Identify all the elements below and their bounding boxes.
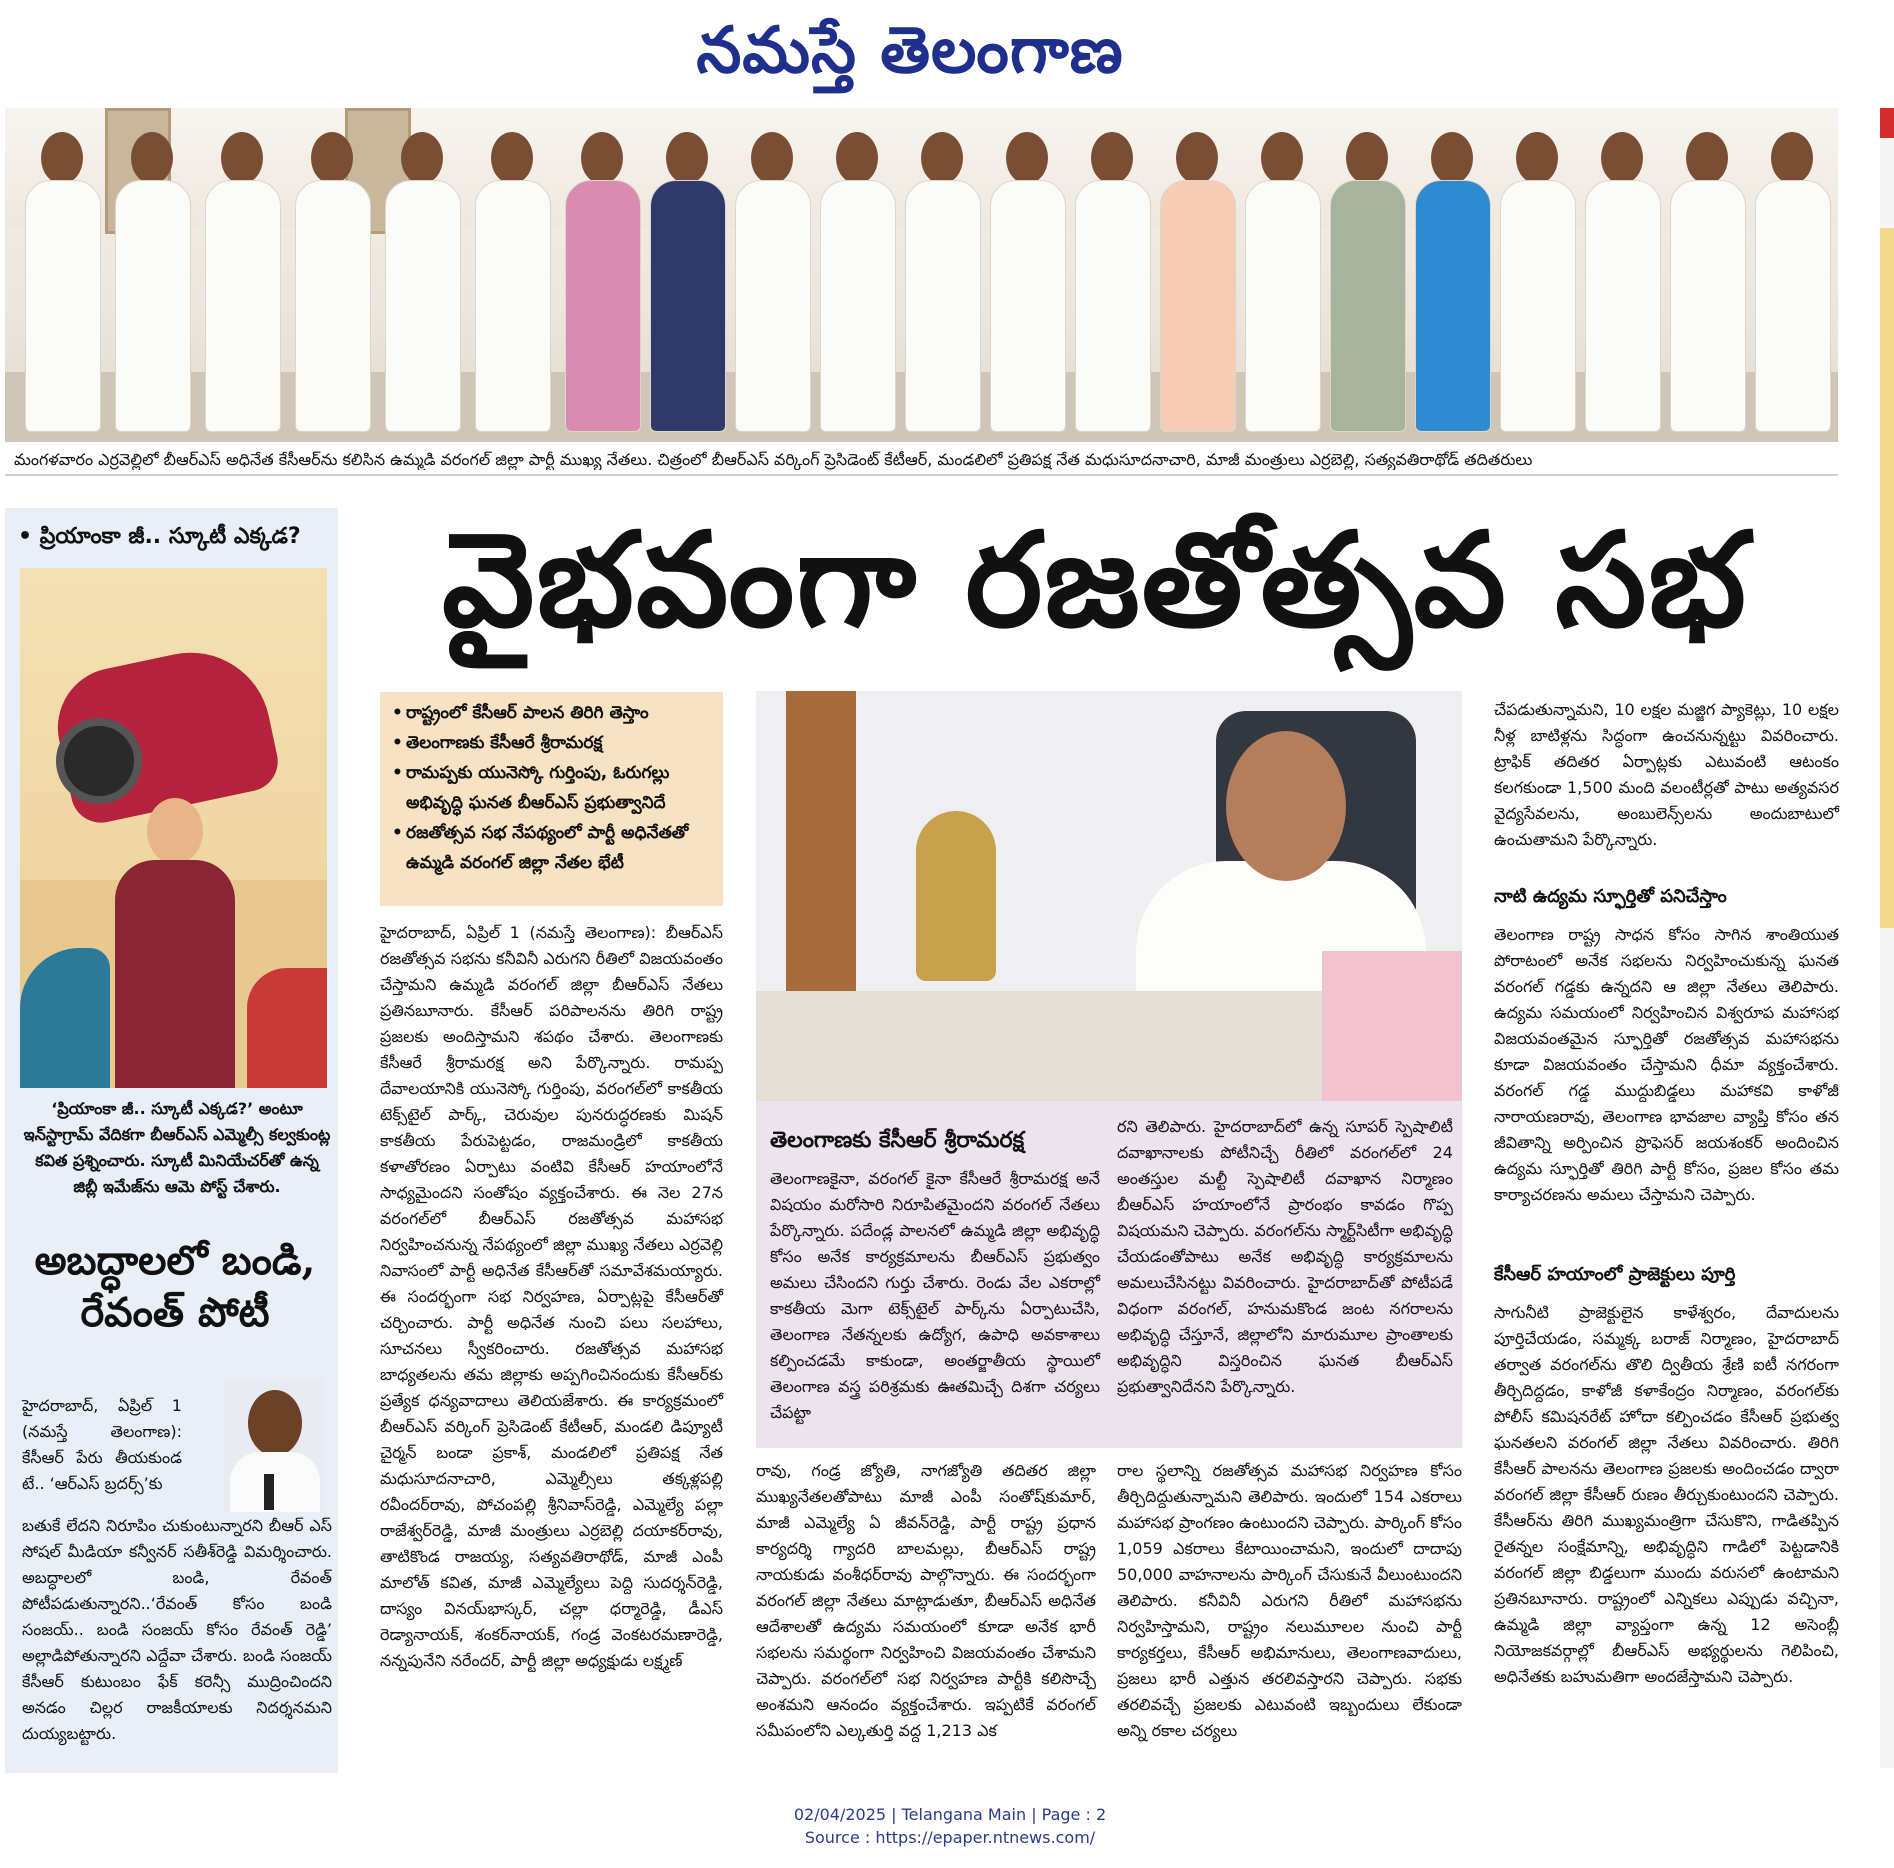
side-heading: • ప్రియాంకా జీ.. స్కూటీ ఎక్కడ? [18, 524, 301, 549]
subheading-2: కేసీఆర్ హయాంలో ప్రాజెక్టులు పూర్తి [1494, 1264, 1736, 1285]
scooty-cartoon-image [20, 568, 327, 1088]
highlight-item: • రజతోత్సవ సభ నేపథ్యంలో పార్టీ అధినేతతో ఉమ్మడి వరంగల్ జిల్లా నేతల భేటీ [392, 818, 715, 878]
divider [5, 474, 1838, 476]
cartoon-caption: ‘ప్రియాంకా జీ.. స్కూటీ ఎక్కడ?’ అంటూ ఇన్‌స్టాగ్రామ్ వేదికగా బీఆర్ఎస్ ఎమ్మెల్సీ కల్వకుంట్ల కవిత ప్రశ్నించారు. స్కూటీ మినియేచర్‌తో ఉన్న జిబ్లీ ఇమేజ్‌ను ఆమె పోస్ట్ చేశారు. [23, 1099, 331, 1196]
footer-source-link[interactable]: Source : https://epaper.ntnews.com/ [804, 1828, 1096, 1847]
highlight-item: • తెలంగాణకు కేసీఆరే శ్రీరామరక్ష [392, 728, 715, 758]
group-photo [5, 108, 1838, 442]
article-column-1: హైదరాబాద్, ఏప్రిల్ 1 (నమస్తే తెలంగాణ): బీఆర్ఎస్ రజతోత్సవ సభను కనీవినీ ఎరుగని రీతిలో విజయవంతం చేస్తామని ఉమ్మడి వరంగల్ జిల్లా బీఆర్ఎస్ నేతలు ప్రతినబూనారు. కేసీఆర్ పరిపాలనను తిరిగి రాష్ట్ర ప్రజలకు అందిస్తామని శపథం చేశారు. తెలంగాణకు కేసీఆరే శ్రీరామరక్ష అని పేర్కొన్నారు. రామప్ప దేవాలయానికి యునెస్కో గుర్తింపు, వరంగల్‌లో కాకతీయ టెక్స్‌టైల్ పార్క్, చెరువుల పునరుద్ధరణకు మిషన్ కాకతీయ పేరుపెట్టడం, రాజమండ్రిలో కాకతీయ కళాతోరణం ఏర్పాటు వంటివి కేసీఆర్ హయాంలోనే సాధ్యమైందని సంతోషం వ్యక్తంచేశారు. ఈ నెల 27న వరంగల్‌లో బీఆర్ఎస్ రజతోత్సవ మహాసభ నిర్వహించనున్న నేపథ్యంలో జిల్లా ముఖ్య నేతలు ఎర్రవెల్లి నివాసంలో పార్టీ అధినేత కేసీఆర్‌తో సమావేశమయ్యారు. ఈ సందర్భంగా సభ నిర్వహణ, ఏర్పాట్లపై కేసీఆర్‌తో చర్చించారు. పార్టీ అధినేత నుంచి పలు సలహాలు, సూచనలు స్వీకరించారు. రజతోత్సవ మహాసభ బాధ్యతలను తమ జిల్లాకు అప్పగించినందుకు కేసీఆర్‌కు ప్రత్యేక ధన్యవాదాలు తెలియజేశారు. ఈ కార్యక్రమంలో బీఆర్ఎస్ వర్కింగ్ ప్రెసిడెంట్ కేటీఆర్, మండలి డిప్యూటీ చైర్మన్ బండా ప్రకాశ్, మండలిలో ప్రతిపక్ష నేత మధుసూదనాచారి, ఎమ్మెల్సీలు తక్కళ్లపల్లి రవీందర్‌రావు, పోచంపల్లి శ్రీనివాస్‌రెడ్డి, ఎమ్మెల్యే పల్లా రాజేశ్వర్‌రెడ్డి, మాజీ మంత్రులు ఎర్రబెల్లి దయాకర్‌రావు, తాటికొండ రాజయ్య, సత్యవతిరాథోడ్, మాజీ ఎంపీ మాలోత్ కవిత, మాజీ ఎమ్మెల్యేలు పెద్ది సుదర్శన్‌రెడ్డి, దాస్యం వినయ్‌భాస్కర్, చల్లా ధర్మారెడ్డి, డీఎస్ రెడ్యానాయక్, శంకర్‌నాయక్, గండ్ర వెంకటరమణారెడ్డి, నన్నపునేని నరేందర్, పార్టీ జిల్లా అధ్యక్షుడు లక్ష్మణ్ [380, 923, 723, 1670]
sidebar-box-heading: తెలంగాణకు కేసీఆర్ శ్రీరామరక్ష [770, 1128, 1025, 1153]
photo-caption: మంగళవారం ఎర్రవెల్లిలో బీఆర్ఎస్ అధినేత కేసీఆర్‌ను కలిసిన ఉమ్మడి వరంగల్ జిల్లా పార్టీ ముఖ్య నేతలు. చిత్రంలో బీఆర్ఎస్ వర్కింగ్ ప్రెసిడెంట్ కేటీఆర్, మండలిలో ప్రతిపక్ష నేత మధుసూదనాచారి, మాజీ మంత్రులు ఎర్రబెల్లి, సత్యవతిరాథోడ్ తదితరులు [14, 450, 1533, 469]
adjacent-page-strip [1880, 108, 1894, 1768]
sidebar-box-left-text: తెలంగాణకైనా, వరంగల్ కైనా కేసీఆరే శ్రీరామరక్ష అనే విషయం మరోసారి నిరూపితమైందని వరంగల్ నేతలు పేర్కొన్నారు. పదేండ్ల పాలనలో ఉమ్మడి జిల్లా అభివృద్ధి కోసం అనేక కార్యక్రమాలను బీఆర్ఎస్ ప్రభుత్వం అమలు చేసిందని గుర్తు చేశారు. రెండు వేల ఎకరాల్లో కాకతీయ మెగా టెక్స్‌టైల్ పార్క్‌ను ఏర్పాటుచేసి, తెలంగాణ నేతన్నలకు ఉద్యోగ, ఉపాధి అవకాశాలు కల్పించడమే కాకుండా, అంతర్జాతీయ స్థాయిలో తెలంగాణ వస్త్ర పరిశ్రమకు ఊతమిచ్చే దిశగా చర్యలు చేపట్టా [770, 1169, 1100, 1422]
highlight-item: • రాష్ట్రంలో కేసీఆర్ పాలన తిరిగి తెస్తాం [392, 698, 715, 728]
article-column-3: రాల స్థలాన్ని రజతోత్సవ మహాసభ నిర్వహణ కోసం తీర్చిదిద్దుతున్నామని తెలిపారు. ఇందులో 154 ఎకరాలు మహాసభ ప్రాంగణం ఉంటుందని చెప్పారు. పార్కింగ్ కోసం 1,059 ఎకరాలు కేటాయించామని, ఇందులో దాదాపు 50,000 వాహనాలను పార్కింగ్ చేసుకునే వీలుంటుందని తెలిపారు. కనీవినీ ఎరుగని రీతిలో మహాసభను నిర్వహిస్తామని, రాష్ట్రం నలుమూలల నుంచి పార్టీ కార్యకర్తలు, కేసీఆర్ అభిమానులు, తెలంగాణవాదులు, ప్రజలు భారీ ఎత్తున తరలివస్తారని చెప్పారు. సభకు తరలివచ్చే ప్రజలకు ఎటువంటి ఇబ్బందులు లేకుండా అన్ని రకాల చర్యలు [1117, 1461, 1462, 1740]
sidebar-box-right-text: రని తెలిపారు. హైదరాబాద్‌లో ఉన్న సూపర్ స్పెషాలిటీ దవాఖానాలకు పోటీనిచ్చే రీతిలో వరంగల్‌లో 24 అంతస్తుల మల్టీ స్పెషాలిటీ దవాఖాన నిర్మాణం బీఆర్ఎస్ హయాంలోనే ప్రారంభం కావడం గొప్ప విషయమని చెప్పారు. వరంగల్‌ను స్మార్ట్‌సిటీగా అభివృద్ధి చేయడంతోపాటు అనేక అభివృద్ధి కార్యక్రమాలను అమలుచేసినట్టు వివరించారు. హైదరాబాద్‌తో పోటీపడే విధంగా వరంగల్, హనుమకొండ జంట నగరాలను అభివృద్ధి చేస్తూనే, జిల్లాలోని మారుమూల ప్రాంతాలకు అభివృద్ధిని విస్తరించిన ఘనత బీఆర్ఎస్ ప్రభుత్వానిదేనని పేర్కొన్నారు. [1117, 1117, 1453, 1396]
highlights-box [380, 692, 723, 906]
side-story-headline: అబద్ధాలలో బండి, రేవంత్ పోటీ [34, 1237, 316, 1336]
kcr-photo [756, 691, 1462, 1101]
article-column-4-para-3: సాగునీటి ప్రాజెక్టులైన కాళేశ్వరం, దేవాదులను పూర్తిచేయడం, సమ్మక్క బరాజ్ నిర్మాణం, హైదరాబాద్ తర్వాత వరంగల్‌ను తొలి ద్వితీయ శ్రేణి ఐటీ నగరంగా తీర్చిదిద్దడం, కాళోజీ కళాకేంద్రం నిర్మాణం, వరంగల్‌కు పోలీస్ కమిషనరేట్ హోదా కల్పించడం కేసీఆర్ ప్రభుత్వ ఘనతలని వరంగల్ జిల్లా నేతలు వివరించారు. తిరిగి కేసీఆర్ పాలనను తెలంగాణ ప్రజలకు అందించడం ద్వారా వరంగల్ జిల్లా కేసీఆర్ రుణం తీర్చుకుంటుందని చెప్పారు. కేసీఆర్‌ను తిరిగి ముఖ్యమంత్రిగా చేసుకొని, గాడితప్పిన రైతన్నల సంక్షేమాన్ని, అభివృద్ధిని గాడిలో పెట్టడానికి వరంగల్ జిల్లా బిడ్డలుగా ముందు వరుసలో ఉంటామని ప్రతినబూనారు. రాష్ట్రంలో ఎన్నికలు ఎప్పుడు వచ్చినా, ఉమ్మడి జిల్లా వ్యాప్తంగా ఉన్న 12 అసెంబ్లీ నియోజకవర్గాల్లో బీఆర్ఎస్ అభ్యర్థులను గెలిపించి, అధినేతకు బహుమతిగా అందజేస్తామని చెప్పారు. [1494, 1303, 1839, 1686]
article-column-4-para-2: తెలంగాణ రాష్ట్ర సాధన కోసం సాగిన శాంతియుత పోరాటంలో అనేక సభలను నిర్వహించుకున్న ఘనత వరంగల్ గడ్డకు ఉన్నదని ఆ జిల్లా నేతలు తెలిపారు. ఉద్యమ సమయంలో నిర్వహించిన విశ్వరూప మహాసభ విజయవంతమైన స్ఫూర్తితో రజతోత్సవ మహాసభను కూడా విజయవంతం చేస్తామని ధీమా వ్యక్తంచేశారు. వరంగల్ గడ్డ ముద్దుబిడ్డలు మహాకవి కాళోజీ నారాయణరావు, తెలంగాణ భావజాల వ్యాప్తి కోసం తన జీవితాన్ని అర్పించిన ప్రొఫెసర్ జయశంకర్ అందించిన ఉద్యమ స్ఫూర్తితో తిరిగి పార్టీ కోసం, ప్రజల కోసం తమ కార్యాచరణను అమలు చేస్తామని చెప్పారు. [1494, 925, 1839, 1204]
article-column-4-para-1: చేపడుతున్నామని, 10 లక్షల మజ్జిగ ప్యాకెట్లు, 10 లక్షల నీళ్ల బాటిళ్లను సిద్ధంగా ఉంచనున్నట్టు వివరించారు. ట్రాఫిక్ తదితర ఏర్పాట్లకు ఎటువంటి ఆటంకం కలగకుండా 1,500 మంది వలంటీర్లతో పాటు అత్యవసర వైద్యసేవలను, అంబులెన్స్‌లను అందుబాటులో ఉంచుతామని పేర్కొన్నారు. [1494, 700, 1839, 849]
footer-edition-info: 02/04/2025 | Telangana Main | Page : 2 [793, 1805, 1107, 1824]
highlight-item: • రామప్పకు యునెస్కో గుర్తింపు, ఓరుగల్లు అభివృద్ధి ఘనత బీఆర్ఎస్ ప్రభుత్వానిదే [392, 758, 715, 818]
article-column-2: రావు, గండ్ర జ్యోతి, నాగజ్యోతి తదితర జిల్లా ముఖ్యనేతలతోపాటు మాజీ ఎంపీ సంతోష్‌కుమార్, మాజీ ఎమ్మెల్యే ఏ జీవన్‌రెడ్డి, పార్టీ రాష్ట్ర ప్రధాన కార్యదర్శి గ్యాదరి బాలమల్లు, బీఆర్ఎస్ రాష్ట్ర నాయకుడు వంశీధర్‌రావు పాల్గొన్నారు. ఈ సందర్భంగా వరంగల్ జిల్లా నేతలు మాట్లాడుతూ, బీఆర్ఎస్ అధినేత ఆదేశాలతో ఉద్యమ సమయంలో కూడా అనేక భారీ సభలను సమర్థంగా నిర్వహించి విజయవంతం చేశామని చెప్పారు. వరంగల్‌లో సభ నిర్వహణ పార్టీకి కలిసొచ్చే అంశమని ఆనందం వ్యక్తంచేశారు. ఇప్పటికే వరంగల్ సమీపంలోని ఎల్కతుర్తి వద్ద 1,213 ఎక [756, 1461, 1096, 1740]
headshot-photo [224, 1378, 325, 1512]
masthead-logo: నమస్తే తెలంగాణ [696, 13, 1124, 88]
main-headline: వైభవంగా రజతోత్సవ సభ [442, 503, 1748, 656]
subheading-1: నాటి ఉద్యమ స్ఫూర్తితో పనిచేస్తాం [1494, 886, 1727, 907]
side-story-body: బతుకే లేదని నిరూపిం చుకుంటున్నారని బీఆర్ ఎస్ సోషల్ మీడియా కన్వీనర్ సతీశ్‌రెడ్డి విమర్శించారు. అబద్ధాలలో బండి, రేవంత్ పోటీపడుతున్నారని..‘రేవంత్ కోసం బండి సంజయ్.. బండి సంజయ్ కోసం రేవంత్ రెడ్డి’ అల్లాడిపోతున్నారని ఎద్దేవా చేశారు. బండి సంజయ్ కేసీఆర్ కుటుంబం ఫేక్ కరెన్సీ ముద్రించిందని అనడం చిల్లర రాజకీయాలకు నిదర్శనమని దుయ్యబట్టారు. [22, 1516, 332, 1743]
side-story-dateline: హైదరాబాద్, ఏప్రిల్ 1 (నమస్తే తెలంగాణ): కేసీఆర్ పేరు తీయకుండ టే.. ‘ఆర్ఎస్ బ్రదర్స్’కు [22, 1396, 182, 1493]
